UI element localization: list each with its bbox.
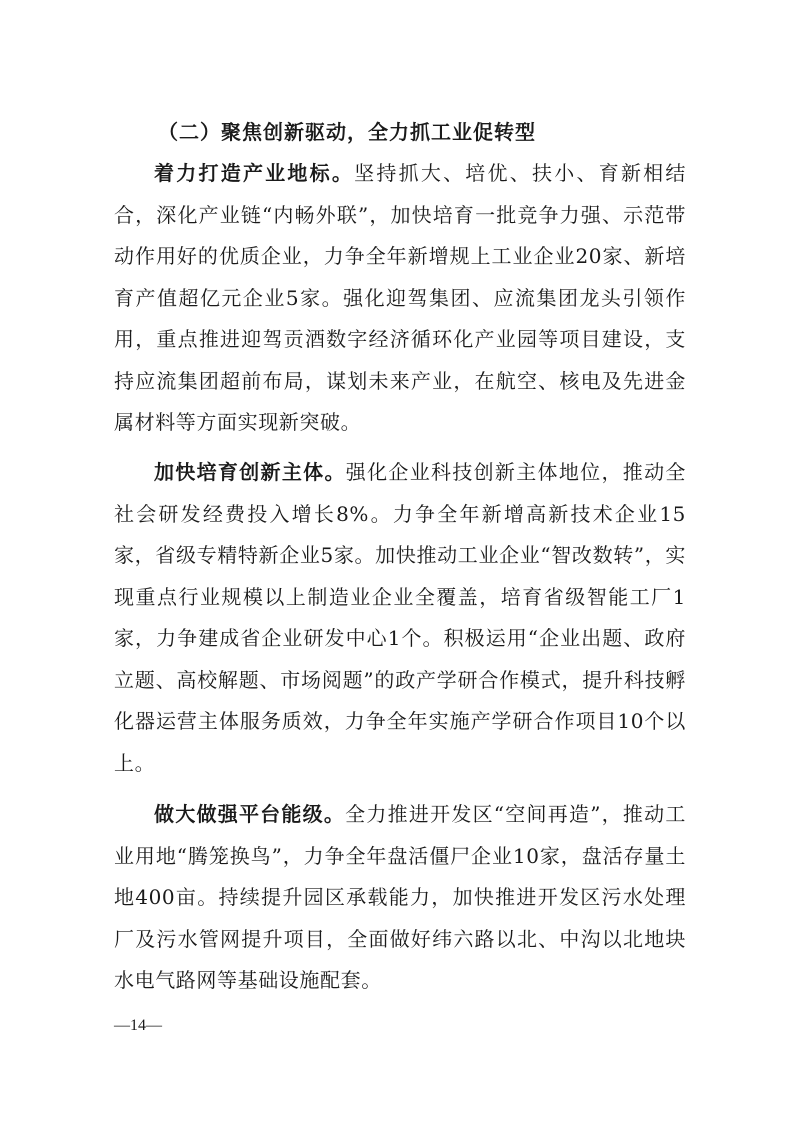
- paragraph-text: 全力推进开发区“空间再造”，推动工业用地“腾笼换鸟”，力争全年盘活僵尸企业10家，盘活存量土地400亩。持续提升园区承载能力，加快推进开发区污水处理厂及污水管网提升项目，全面做好纬六路以北、中沟以北地块水电气路网等基础设施配套。: [114, 802, 686, 992]
- paragraph-lead: 加快培育创新主体。: [154, 460, 346, 484]
- paragraph-industry-landmarks: [114, 153, 686, 444]
- paragraph-innovation-entities: [114, 452, 686, 784]
- page-number: —14—: [114, 1017, 162, 1034]
- paragraph-text: 坚持抓大、培优、扶小、育新相结合，深化产业链“内畅外联”，加快培育一批竞争力强、示范带动作用好的优质企业，力争全年新增规上工业企业20家、新培育产值超亿元企业5家。强化迎驾集团、应流集团龙头引领作用，重点推进迎驾贡酒数字经济循环化产业园等项目建设，支持应流集团超前布局，谋划未来产业，在航空、核电及先进金属材料等方面实现新突破。: [114, 161, 687, 434]
- paragraph-text: 强化企业科技创新主体地位，推动全社会研发经费投入增长8%。力争全年新增高新技术企业15家，省级专精特新企业5家。加快推动工业企业“智改数转”，实现重点行业规模以上制造业企业全覆盖，培育省级智能工厂1家，力争建成省企业研发中心1个。积极运用“企业出题、政府立题、高校解题、市场阅题”的政产学研合作模式，提升科技孵化器运营主体服务质效，力争全年实施产学研合作项目10个以上。: [114, 460, 686, 775]
- paragraph-platform-capacity: [114, 794, 686, 1002]
- paragraph-lead: 着力打造产业地标。: [154, 161, 355, 185]
- section-heading: （二）聚焦创新驱动，全力抓工业促转型: [158, 120, 536, 144]
- paragraph-lead: 做大做强平台能级。: [154, 802, 346, 826]
